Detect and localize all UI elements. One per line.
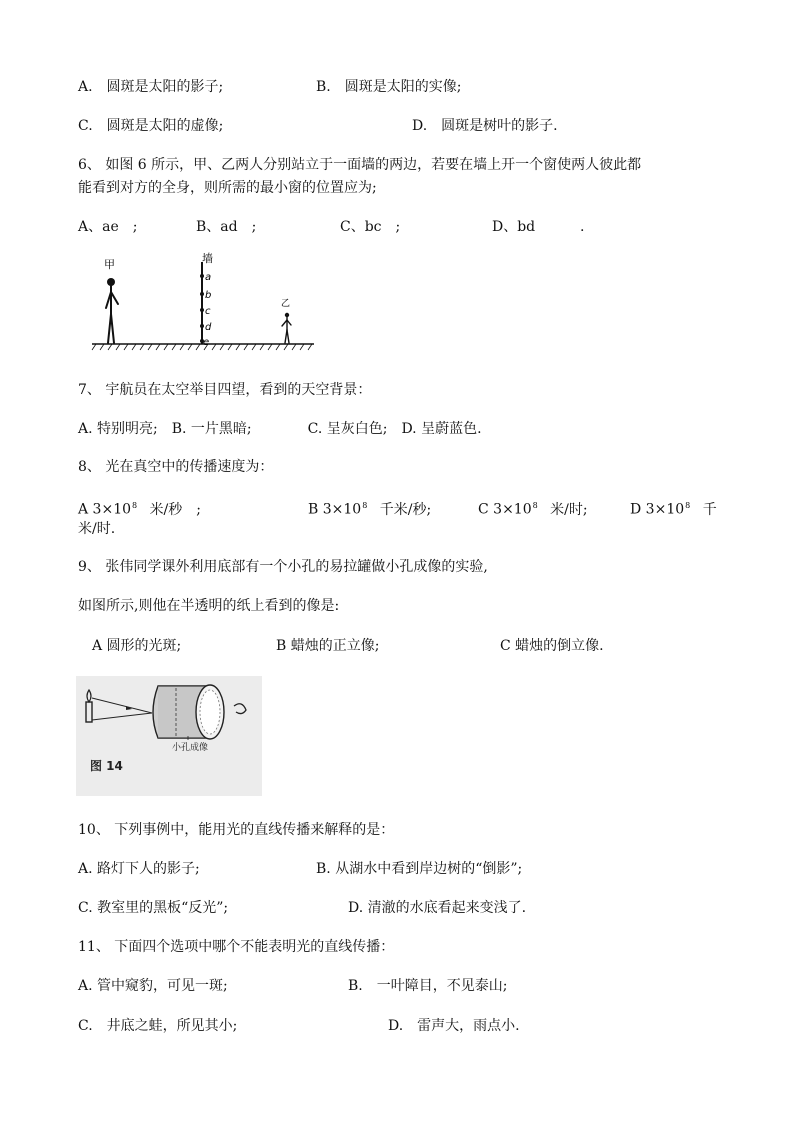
point-d [200,324,204,328]
point-e-label: e [203,337,210,348]
point-b-label: b [205,290,212,301]
figure-14-number: 图 14 [90,759,123,773]
candle-body [86,702,92,722]
q8-option-c-value: C 3×10 [478,501,532,518]
q9-option-b: B 蜡烛的正立像; [276,638,380,654]
q5-option-b: B. 圆斑是太阳的实像; [316,79,462,95]
q8-option-a-unit: 米/秒 ; [149,501,201,518]
q7-stem: 7、 宇航员在太空举目四望，看到的天空背景： [78,382,372,398]
point-a [200,274,204,278]
q6-option-a: A、ae ; [78,219,138,235]
q8-option-a-exponent: 8 [132,501,138,510]
point-a-label: a [205,272,212,283]
q8-option-b [308,497,431,519]
wall-label: 墙 [202,252,213,265]
q11-option-a: A. 管中窥豹，可见一斑; [78,978,228,994]
q8-option-c-exponent: 8 [532,501,538,510]
q11-option-b: B. 一叶障目，不见泰山; [348,978,508,994]
q7-options: A. 特别明亮; B. 一片黑暗; C. 呈灰白色; D. 呈蔚蓝色. [78,421,482,437]
q6-option-d: D、bd [492,219,536,235]
q11-option-c: C. 井底之蛙，所见其小; [78,1018,238,1034]
pinhole-camera-svg [76,676,262,796]
q8-option-b-value: B 3×10 [308,501,362,518]
q8-option-d-exponent: 8 [685,501,691,510]
q9-option-c: C 蜡烛的倒立像. [500,638,604,654]
q6-option-end: . [580,219,585,235]
q10-option-b: B. 从湖水中看到岸边树的“倒影”; [316,861,523,877]
person-left-label: 甲 [104,258,115,271]
q8-stem: 8、 光在真空中的传播速度为： [78,459,274,475]
q8-option-d-value: D 3×10 [630,501,685,518]
q10-stem: 10、 下列事例中，能用光的直线传播来解释的是： [78,822,395,838]
person-right-label: 乙 [281,299,291,309]
q9-stem-line2: 如图所示,则他在半透明的纸上看到的像是: [78,598,340,614]
q8-option-c [478,497,588,519]
point-b [200,292,204,296]
candle-flame-icon [87,690,91,702]
figure-14-pinhole-camera [76,676,262,796]
q8-option-d [630,497,717,519]
q6-stem-line2: 能看到对方的全身，则所需的最小窗的位置应为; [78,180,377,196]
q9-option-a: A 圆形的光斑; [92,638,182,654]
q10-option-c: C. 教室里的黑板“反光”; [78,900,229,916]
q6-stem-line1: 6、 如图 6 所示，甲、乙两人分别站立于一面墙的两边，若要在墙上开一个窗使两人彼此都 [78,157,642,173]
q8-option-b-unit: 千米/秒; [379,501,432,518]
figure-6-wall-diagram [88,252,320,356]
can-rim [200,690,220,734]
point-c-label: c [205,306,211,317]
wall-diagram-svg [88,252,320,356]
point-d-label: d [205,322,212,333]
q5-option-c: C. 圆斑是太阳的虚像; [78,118,224,134]
q8-option-d-unit-part1: 千 [702,501,717,518]
figure-14-caption: 小孔成像 [172,743,209,753]
point-c [200,308,204,312]
person-left-figure [106,278,118,343]
q8-option-a [78,497,201,519]
q5-option-a: A. 圆斑是太阳的影子; [78,79,224,95]
q8-option-d-unit-part2: 米/时. [78,521,116,537]
light-ray-upper [92,698,152,713]
light-ray-lower [92,713,152,720]
q9-stem-line1: 9、 张伟同学课外利用底部有一个小孔的易拉罐做小孔成像的实验, [78,559,488,575]
q6-option-c: C、bc ; [340,219,401,235]
q8-option-a-value: A 3×10 [78,501,132,518]
q8-option-c-unit: 米/时; [550,501,588,518]
ground-hatching [92,344,312,350]
q11-stem: 11、 下面四个选项中哪个不能表明光的直线传播： [78,939,395,955]
q10-option-d: D. 清澈的水底看起来变浅了. [348,900,527,916]
q6-option-b: B、ad ; [196,219,257,235]
q5-option-d: D. 圆斑是树叶的影子. [412,118,558,134]
q11-option-d: D. 雷声大，雨点小. [388,1018,520,1034]
person-right-figure [282,313,291,343]
eye-icon [234,704,246,714]
q10-option-a: A. 路灯下人的影子; [78,861,200,877]
q8-option-b-exponent: 8 [362,501,368,510]
